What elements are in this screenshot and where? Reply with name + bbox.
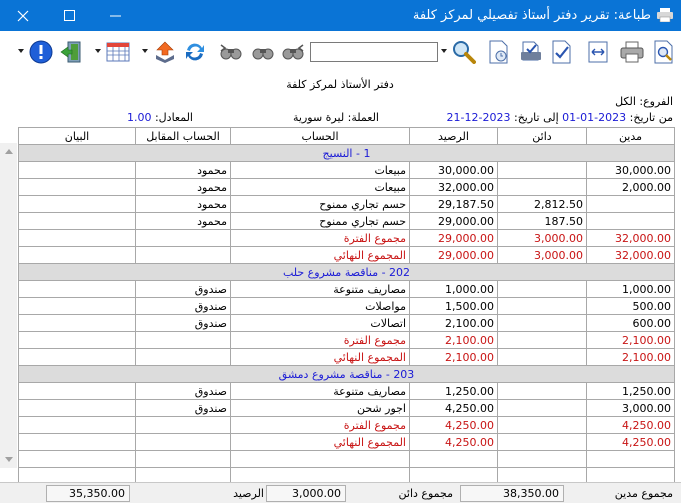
cell-credit: [498, 417, 587, 434]
export-button[interactable]: [152, 39, 178, 65]
refresh-icon: [183, 40, 207, 64]
cell-credit: [498, 400, 587, 417]
columns-button[interactable]: [104, 39, 132, 65]
minimize-icon: [110, 10, 121, 21]
cell-debit: 4,250.00: [587, 434, 675, 451]
cell-account: مواصلات: [231, 298, 410, 315]
cell-statement: [19, 417, 136, 434]
cell-statement: [19, 400, 136, 417]
subtotal-row[interactable]: [19, 247, 675, 264]
search-button[interactable]: [451, 39, 477, 65]
cell-statement: [19, 196, 136, 213]
cell-credit: [498, 434, 587, 451]
cell-balance: 29,000.00: [410, 230, 498, 247]
cell-balance: 29,000.00: [410, 213, 498, 230]
cell-debit: 30,000.00: [587, 162, 675, 179]
cell-balance: 2,100.00: [410, 332, 498, 349]
print-button[interactable]: [618, 39, 646, 65]
to-date: 2023-12-21: [446, 111, 511, 124]
page-setup-icon: [488, 40, 510, 64]
cell-statement: [19, 247, 136, 264]
find-button[interactable]: [250, 39, 276, 65]
export-icon: [153, 40, 177, 64]
cell-counter-account: [136, 451, 231, 468]
subtotal-row[interactable]: [19, 417, 675, 434]
cell-balance: 4,250.00: [410, 400, 498, 417]
toolbar: [0, 31, 681, 73]
cell-debit: 2,100.00: [587, 349, 675, 366]
cell-debit: 1,000.00: [587, 281, 675, 298]
balance-label: الرصيد: [233, 487, 264, 500]
header-statement[interactable]: البيان: [19, 128, 136, 145]
subtotal-row[interactable]: [19, 332, 675, 349]
cell-debit: 1,250.00: [587, 383, 675, 400]
find-icon: [251, 42, 275, 62]
cell-counter-account: [136, 417, 231, 434]
cell-account: المجموع النهائي: [231, 247, 410, 264]
cell-credit: [498, 332, 587, 349]
refresh-button[interactable]: [182, 39, 208, 65]
cell-counter-account: [136, 230, 231, 247]
cell-credit: 2,812.50: [498, 196, 587, 213]
cell-counter-account: [136, 349, 231, 366]
cell-account: حسم تجاري ممنوح: [231, 196, 410, 213]
table-row[interactable]: [19, 179, 675, 196]
cell-counter-account: صندوق: [136, 383, 231, 400]
table-row[interactable]: [19, 162, 675, 179]
cell-credit: 187.50: [498, 213, 587, 230]
cell-counter-account: [136, 434, 231, 451]
preview-icon: [653, 40, 675, 64]
cell-account: مبيعات: [231, 179, 410, 196]
maximize-button[interactable]: [46, 0, 92, 31]
cell-statement: [19, 315, 136, 332]
fit-width-button[interactable]: [585, 39, 611, 65]
cell-balance: 1,500.00: [410, 298, 498, 315]
cell-credit: [498, 451, 587, 468]
exit-icon: [59, 40, 83, 64]
table-row[interactable]: [19, 298, 675, 315]
cell-debit: 3,000.00: [587, 400, 675, 417]
print-selection-icon: [519, 40, 543, 64]
close-button[interactable]: [0, 0, 46, 31]
print-icon: [619, 40, 645, 64]
print-checked-button[interactable]: [549, 39, 575, 65]
exchange-rate: [127, 111, 193, 124]
cell-statement: [19, 162, 136, 179]
cell-statement: [19, 213, 136, 230]
cell-account: اتصالات: [231, 315, 410, 332]
columns-icon: [106, 41, 130, 63]
cell-debit: 600.00: [587, 315, 675, 332]
table-row[interactable]: [19, 213, 675, 230]
subtotal-row[interactable]: [19, 230, 675, 247]
cell-credit: [498, 349, 587, 366]
cell-counter-account: محمود: [136, 196, 231, 213]
from-date: 2023-01-01: [562, 111, 627, 124]
vertical-scrollbar[interactable]: [0, 143, 17, 468]
table-header-row: [19, 128, 675, 145]
printer-app-icon: [657, 8, 673, 22]
cell-debit: 32,000.00: [587, 247, 675, 264]
cell-account: [231, 451, 410, 468]
cell-balance: [410, 451, 498, 468]
table-row[interactable]: [19, 315, 675, 332]
cell-account: مصاريف متنوعة: [231, 383, 410, 400]
print-checked-icon: [551, 40, 573, 64]
group-row[interactable]: [19, 264, 675, 281]
export-dropdown-arrow[interactable]: [142, 49, 148, 53]
header-balance[interactable]: الرصيد: [410, 128, 498, 145]
exit-button[interactable]: [58, 39, 84, 65]
cell-account: حسم تجاري ممنوح: [231, 213, 410, 230]
group-row[interactable]: [19, 145, 675, 162]
find-next-icon: [219, 42, 243, 62]
minimize-button[interactable]: [92, 0, 138, 31]
cell-statement: [19, 349, 136, 366]
columns-dropdown-arrow[interactable]: [95, 49, 101, 53]
cell-statement: [19, 179, 136, 196]
group-label: 1 - النسيج: [19, 145, 675, 162]
cell-balance: 1,250.00: [410, 383, 498, 400]
cell-counter-account: صندوق: [136, 298, 231, 315]
cell-account: مصاريف متنوعة: [231, 281, 410, 298]
cell-statement: [19, 434, 136, 451]
cell-counter-account: [136, 247, 231, 264]
scroll-up-icon[interactable]: [5, 149, 13, 154]
ledger-body: [19, 145, 675, 485]
to-date-label: إلى تاريخ:: [514, 111, 559, 124]
rate-value: 1.00: [126, 111, 152, 124]
header-debit[interactable]: مدين: [587, 128, 675, 145]
window-title: طباعة: تقرير دفتر أستاذ تفصيلي لمركز كلفة: [412, 8, 651, 23]
table-row[interactable]: [19, 196, 675, 213]
window-controls: [0, 0, 138, 31]
cell-balance: 4,250.00: [410, 417, 498, 434]
preview-button[interactable]: [651, 39, 677, 65]
cell-credit: [498, 162, 587, 179]
cell-balance: 1,000.00: [410, 281, 498, 298]
cell-debit: [587, 451, 675, 468]
cell-statement: [19, 298, 136, 315]
help-icon: [29, 40, 53, 64]
debit-total: 38,350.00: [460, 485, 564, 502]
cell-statement: [19, 383, 136, 400]
cell-counter-account: صندوق: [136, 315, 231, 332]
cell-balance: 2,100.00: [410, 349, 498, 366]
group-label: 202 - مناقصة مشروع حلب: [19, 264, 675, 281]
page-setup-button[interactable]: [486, 39, 512, 65]
cell-balance: 4,250.00: [410, 434, 498, 451]
header-counter-account[interactable]: الحساب المقابل: [136, 128, 231, 145]
cell-account: اجور شحن: [231, 400, 410, 417]
ledger-table: [18, 127, 675, 485]
cell-credit: 3,000.00: [498, 230, 587, 247]
title-bar: [0, 0, 681, 31]
currency: العملة: ليرة سورية: [293, 111, 379, 124]
credit-total-label: مجموع دائن: [398, 487, 453, 500]
cell-statement: [19, 281, 136, 298]
cell-credit: [498, 179, 587, 196]
cell-debit: 2,100.00: [587, 332, 675, 349]
cell-balance: 29,000.00: [410, 247, 498, 264]
cell-balance: 32,000.00: [410, 179, 498, 196]
print-selection-button[interactable]: [518, 39, 544, 65]
cell-account: مبيعات: [231, 162, 410, 179]
cell-account: مجموع الفترة: [231, 332, 410, 349]
cell-balance: 2,100.00: [410, 315, 498, 332]
cell-debit: [587, 196, 675, 213]
cell-account: المجموع النهائي: [231, 434, 410, 451]
cell-credit: [498, 383, 587, 400]
cell-credit: [498, 298, 587, 315]
table-row[interactable]: [19, 400, 675, 417]
cell-debit: 2,000.00: [587, 179, 675, 196]
scroll-down-icon[interactable]: [5, 457, 13, 462]
report-title: دفتر الأستاذ لمركز كلفة: [286, 78, 394, 91]
find-previous-button[interactable]: [280, 39, 306, 65]
cell-balance: 30,000.00: [410, 162, 498, 179]
cell-statement: [19, 332, 136, 349]
cell-debit: 500.00: [587, 298, 675, 315]
header-account[interactable]: الحساب: [231, 128, 410, 145]
cell-account: مجموع الفترة: [231, 417, 410, 434]
search-dropdown-arrow[interactable]: [441, 49, 447, 53]
balance-total: 35,350.00: [46, 485, 130, 502]
cell-credit: [498, 315, 587, 332]
cell-counter-account: محمود: [136, 213, 231, 230]
search-input[interactable]: [310, 42, 438, 62]
debit-total-label: مجموع مدين: [614, 487, 673, 500]
cell-counter-account: صندوق: [136, 400, 231, 417]
table-row[interactable]: [19, 383, 675, 400]
group-row[interactable]: [19, 366, 675, 383]
cell-credit: [498, 281, 587, 298]
cell-counter-account: [136, 332, 231, 349]
table-row[interactable]: [19, 281, 675, 298]
cell-account: المجموع النهائي: [231, 349, 410, 366]
header-credit[interactable]: دائن: [498, 128, 587, 145]
cell-counter-account: محمود: [136, 162, 231, 179]
find-next-button[interactable]: [218, 39, 244, 65]
subtotal-row[interactable]: [19, 349, 675, 366]
table-row[interactable]: [19, 451, 675, 468]
cell-statement: [19, 451, 136, 468]
group-label: 203 - مناقصة مشروع دمشق: [19, 366, 675, 383]
cell-debit: 32,000.00: [587, 230, 675, 247]
maximize-icon: [64, 10, 75, 21]
cell-debit: [587, 213, 675, 230]
date-range: [447, 111, 673, 124]
fit-width-icon: [587, 40, 609, 64]
branches-filter: الفروع: الكل: [615, 95, 673, 108]
cell-credit: 3,000.00: [498, 247, 587, 264]
cell-statement: [19, 230, 136, 247]
search-icon: [452, 40, 476, 64]
close-icon: [17, 10, 29, 22]
cell-balance: 29,187.50: [410, 196, 498, 213]
from-date-label: من تاريخ:: [629, 111, 673, 124]
totals-bar: [0, 482, 681, 503]
rate-label: المعادل:: [154, 111, 193, 124]
subtotal-row[interactable]: [19, 434, 675, 451]
toolbar-overflow-arrow[interactable]: [18, 49, 24, 53]
find-previous-icon: [281, 42, 305, 62]
cell-counter-account: محمود: [136, 179, 231, 196]
cell-counter-account: صندوق: [136, 281, 231, 298]
credit-total: 3,000.00: [266, 485, 346, 502]
cell-account: مجموع الفترة: [231, 230, 410, 247]
help-button[interactable]: [28, 39, 54, 65]
cell-debit: 4,250.00: [587, 417, 675, 434]
